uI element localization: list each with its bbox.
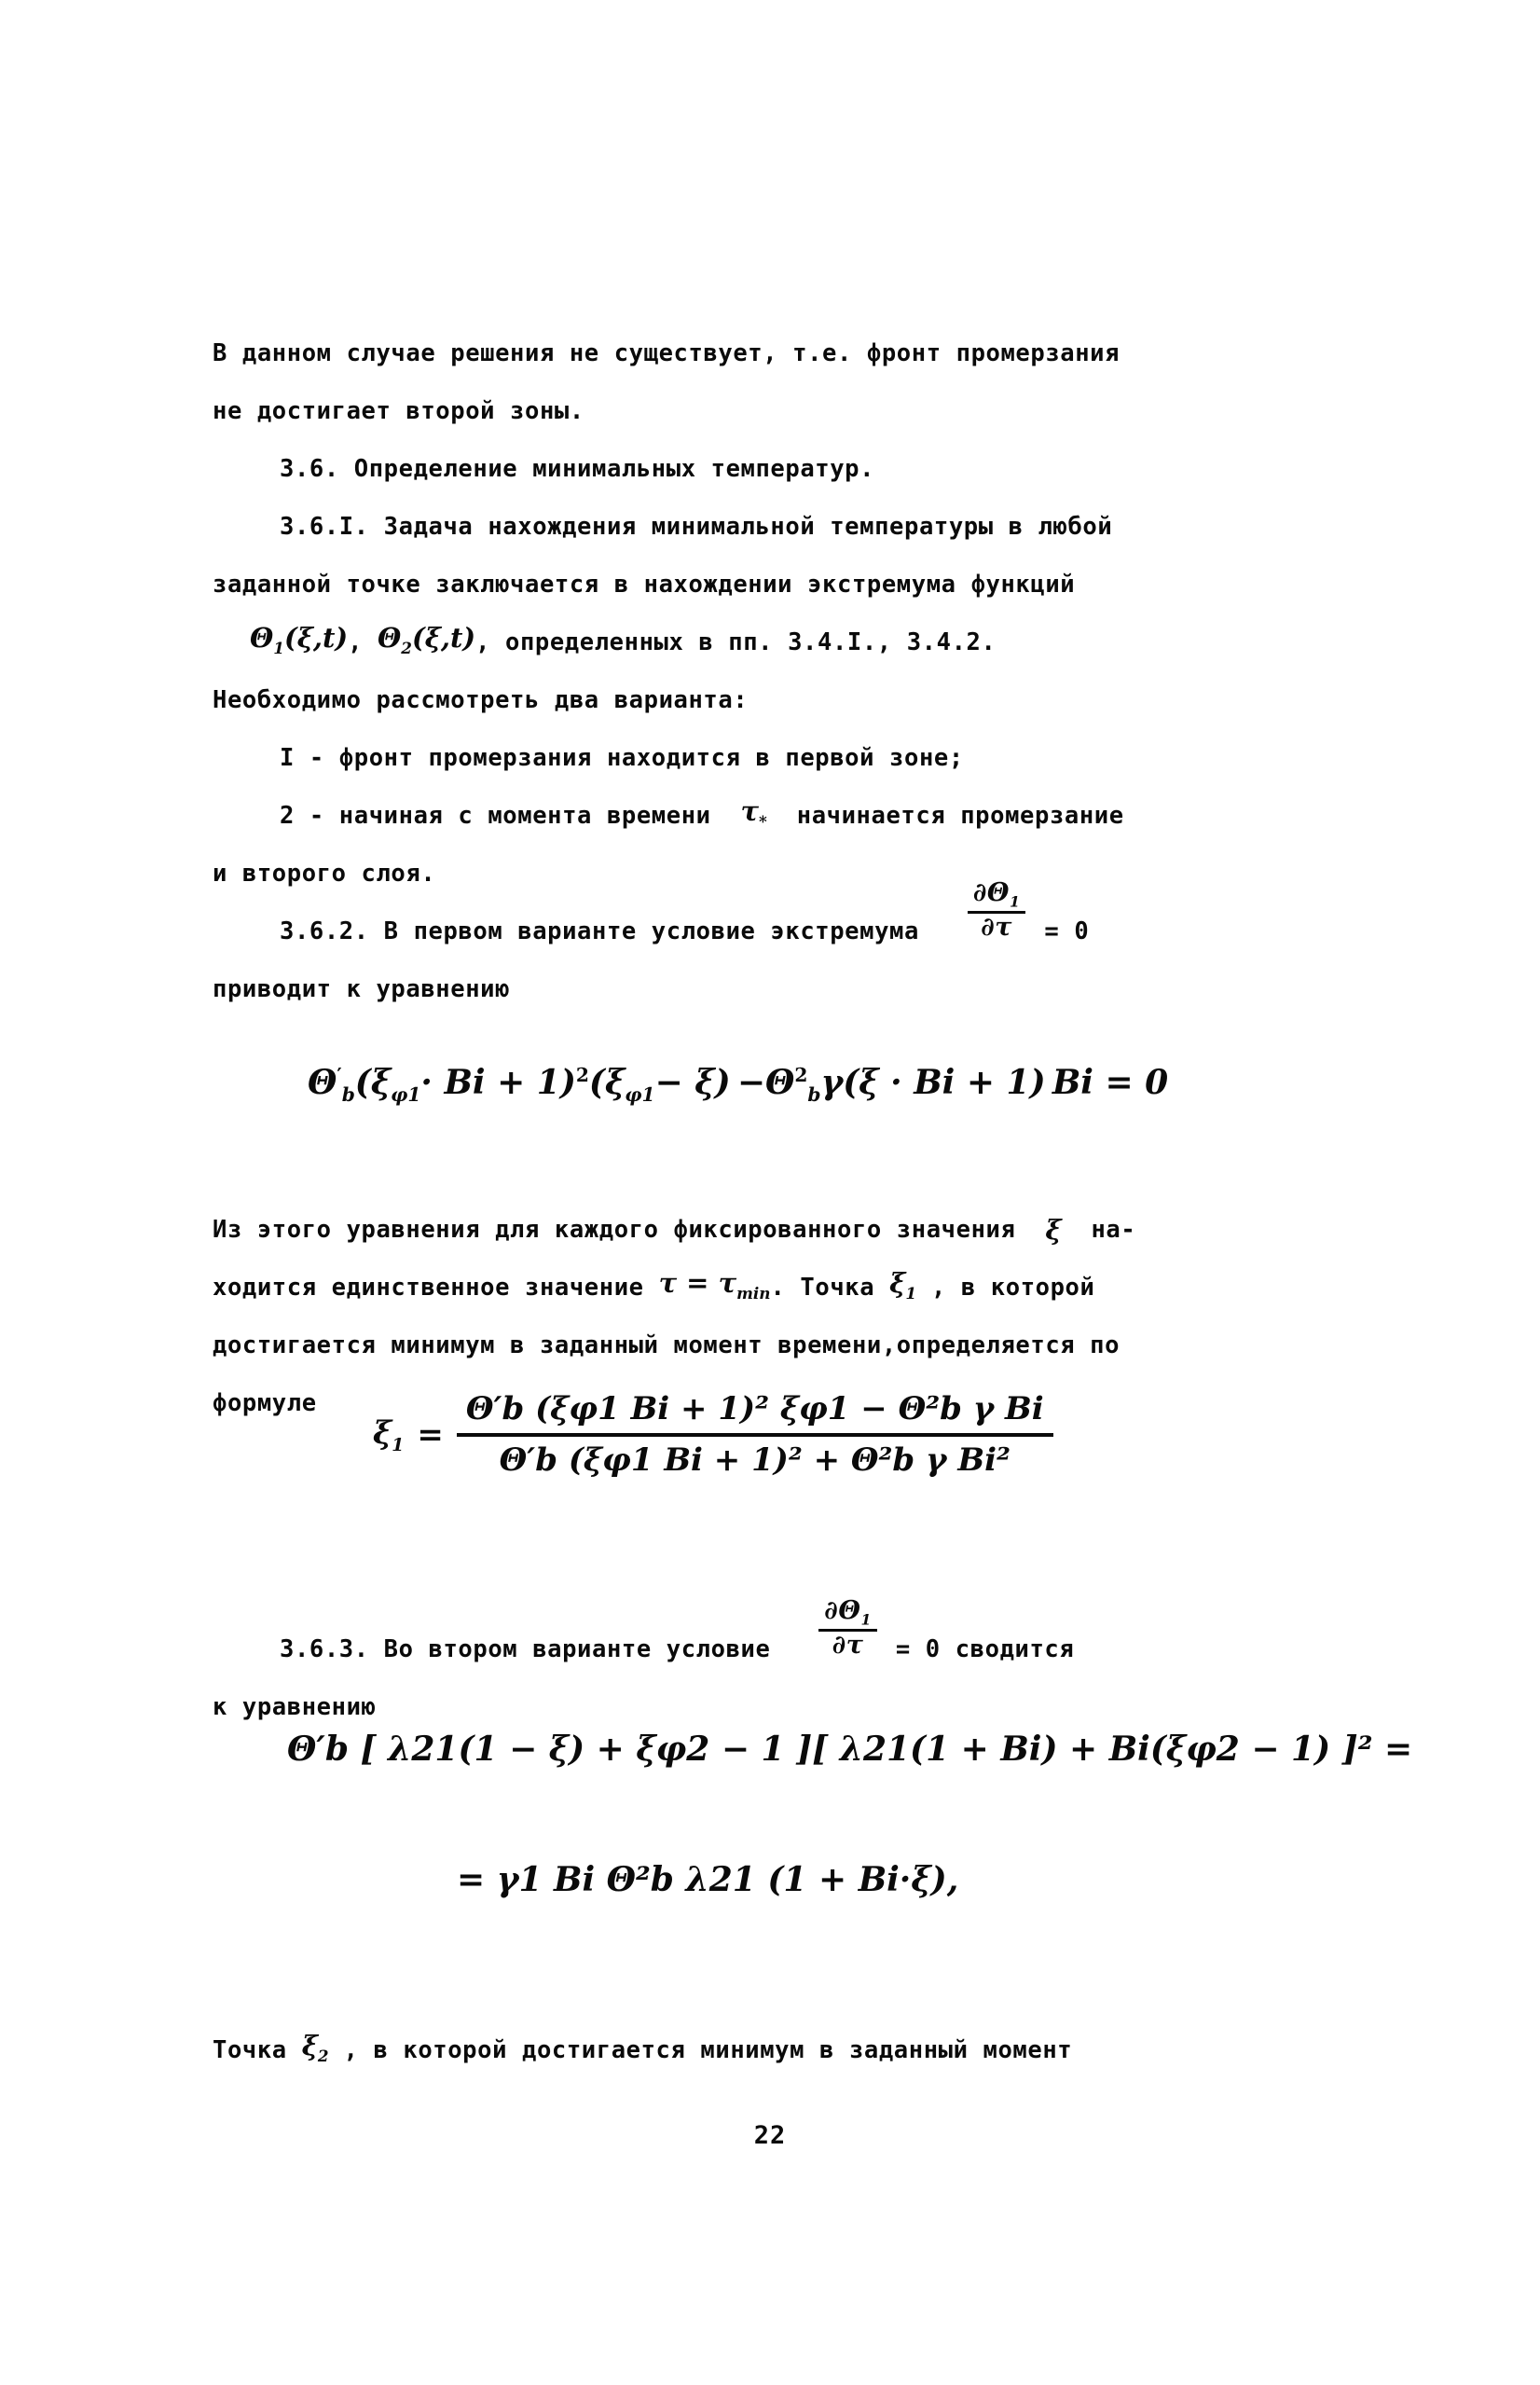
document-body bbox=[213, 308, 1345, 1001]
fraction-denominator: ∂τ bbox=[981, 912, 1013, 942]
paragraph-line: формуле bbox=[213, 1388, 317, 1417]
paragraph-line: 3.6.I. Задача нахождения минимальной температуры в любой bbox=[280, 512, 1113, 541]
paragraph-3-6-3 bbox=[213, 1595, 1345, 1663]
list-item-2-after: начинается промерзание bbox=[796, 801, 1124, 830]
paragraph-text: Точка bbox=[213, 2035, 287, 2064]
paragraph-line: достигается минимум в заданный момент времени,определяется по bbox=[213, 1330, 1121, 1359]
inline-math-theta-2: $\Theta_2(\xi,t)$ bbox=[378, 622, 476, 658]
inline-math-xi-1: $\xi_1$ bbox=[889, 1267, 917, 1303]
paragraph-3-6-2-before: 3.6.2. В первом варианте условие экстремума bbox=[280, 917, 919, 945]
xi-1-fraction bbox=[457, 1389, 1053, 1480]
display-equation-3-line-2: = γ1 Bi Θ²b λ21 (1 + Bi·ξ), bbox=[457, 1860, 959, 1899]
paragraph-3-6-2-after: = 0 bbox=[1044, 917, 1090, 945]
partial-derivative-fraction bbox=[968, 877, 1026, 942]
paragraph-line: заданной точке заключается в нахождении экстремума функций bbox=[213, 570, 1076, 599]
equation-2-lhs: $\xi_1$ bbox=[373, 1413, 405, 1455]
fraction-denominator: ∂τ bbox=[832, 1630, 864, 1660]
paragraph-line: не достигает второй зоны. bbox=[213, 396, 584, 425]
paragraph-line-with-math bbox=[213, 2005, 1345, 2066]
paragraph-text: на- bbox=[1091, 1215, 1136, 1244]
paragraph-line: к уравнению bbox=[213, 1692, 377, 1721]
paragraph-3-6-3-before: 3.6.3. Во втором варианте условие bbox=[280, 1634, 771, 1663]
paragraph-3-6-2 bbox=[213, 877, 1345, 945]
paragraph-line: и второго слоя. bbox=[213, 859, 436, 888]
paragraph-text: ходится единственное значение bbox=[213, 1273, 644, 1302]
display-equation-2 bbox=[373, 1389, 1053, 1480]
fraction-numerator: $\partial\Theta_1$ bbox=[824, 1595, 872, 1629]
inline-math-tau-min: $\tau = \tau_{min}$ bbox=[658, 1267, 771, 1303]
paragraph-line: В данном случае решения не существует, т.е. фронт промерзания bbox=[213, 338, 1121, 367]
paragraph-line: приводит к уравнению bbox=[213, 974, 511, 1003]
fraction-numerator: Θ′b (ξφ1 Bi + 1)² ξφ1 − Θ²b γ Bi bbox=[465, 1390, 1044, 1427]
fraction-denominator: Θ′b (ξφ1 Bi + 1)² + Θ²b γ Bi² bbox=[499, 1441, 1011, 1479]
list-item-2 bbox=[213, 770, 1345, 832]
paragraph-line-with-math: $\Theta_1(\xi,t)$ , $\Theta_2(\xi,t)$ , определенных в пп. 3.4.I., 3.4.2. bbox=[250, 622, 997, 658]
paragraph-3-6-3-after: = 0 сводится bbox=[895, 1634, 1075, 1663]
page-number: 22 bbox=[753, 2121, 787, 2150]
paragraph-line-with-math bbox=[213, 1242, 1345, 1303]
section-heading-3-6: 3.6. Определение минимальных температур. bbox=[280, 454, 875, 483]
list-item-2-before: 2 - начиная с момента времени bbox=[280, 801, 711, 830]
paragraph-text: . Точка bbox=[770, 1273, 875, 1302]
inline-math-theta-1: $\Theta_1(\xi,t)$ bbox=[250, 622, 349, 658]
document-body-3 bbox=[213, 1595, 1345, 1721]
document-body-2 bbox=[213, 1184, 1345, 1415]
paragraph-line-with-math bbox=[213, 1184, 1345, 1246]
paragraph-line: Необходимо рассмотреть два варианта: bbox=[213, 685, 749, 714]
inline-math-xi-2: $\xi_2$ bbox=[301, 2030, 329, 2066]
display-equation-1: $\Theta'_b(\xi_{\varphi 1}\cdot Bi + 1)^2(\xi_{\varphi 1}- \xi) -\Theta^2_b\gamma(\xi \cdot Bi + 1) Bi = 0$ bbox=[308, 1063, 1169, 1107]
equation-2-equals: = bbox=[417, 1415, 444, 1454]
document-body-4 bbox=[213, 2005, 1345, 2066]
display-equation-3-line-1: Θ′b [ λ21(1 − ξ) + ξφ2 − 1 ][ λ21(1 + Bi) + Bi(ξφ2 − 1) ]² = bbox=[287, 1730, 1413, 1769]
fraction-numerator: $\partial\Theta_1$ bbox=[972, 877, 1021, 911]
inline-math-xi: ξ bbox=[1045, 1214, 1062, 1246]
list-item-1: I - фронт промерзания находится в первой зоне; bbox=[280, 743, 964, 772]
paragraph-text: , в которой достигается минимум в заданный момент bbox=[343, 2035, 1073, 2064]
paragraph-text: Из этого уравнения для каждого фиксированного значения bbox=[213, 1215, 1016, 1244]
partial-derivative-fraction bbox=[818, 1595, 877, 1660]
paragraph-tail: , определенных в пп. 3.4.I., 3.4.2. bbox=[475, 627, 997, 656]
paragraph-text: , в которой bbox=[930, 1273, 1095, 1302]
inline-math-tau-star: $\tau_*$ bbox=[740, 795, 767, 832]
